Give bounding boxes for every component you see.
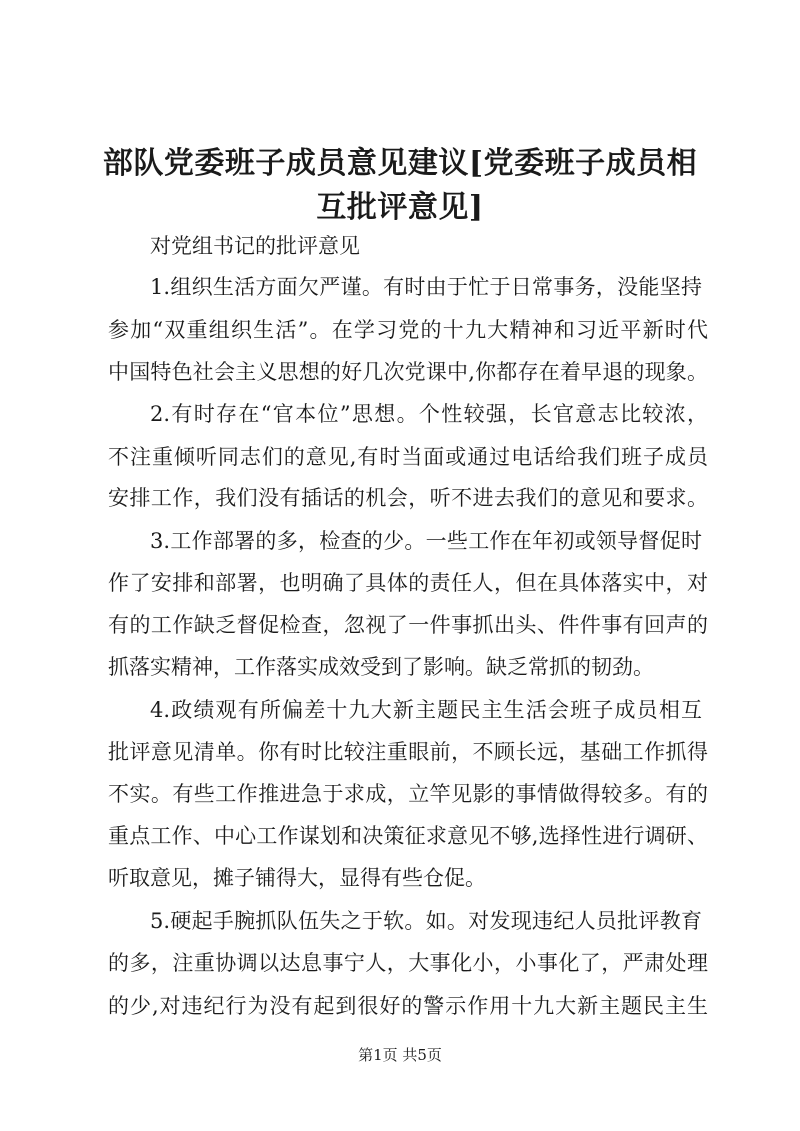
- body-line: 有的工作缺乏督促检查，忽视了一件事抓出头、件件事有回声的: [108, 613, 708, 637]
- body-line: 参加“双重组织生活”。在学习党的十九大精神和习近平新时代: [108, 318, 708, 342]
- body-line: 抓落实精神，工作落实成效受到了影响。缺乏常抓的韧劲。: [108, 655, 654, 679]
- body-line: 作了安排和部署，也明确了具体的责任人，但在具体落实中，对: [108, 571, 708, 595]
- body-line: 3.工作部署的多，检查的少。一些工作在年初或领导督促时: [150, 529, 702, 553]
- body-line: 中国特色社会主义思想的好几次党课中,你都存在着早退的现象。: [108, 360, 708, 384]
- document-title: [100, 142, 700, 230]
- title-line-2: 互批评意见]: [316, 190, 484, 225]
- title-line-1: 部队党委班子成员意见建议[党委班子成员相: [102, 146, 698, 181]
- body-line: 对党组书记的批评意见: [150, 234, 360, 258]
- body-line: 的少,对违纪行为没有起到很好的警示作用十九大新主题民主生: [108, 994, 708, 1018]
- body-line: 1.组织生活方面欠严谨。有时由于忙于日常事务，没能坚持: [150, 275, 702, 299]
- body-line: 的多，注重协调以达息事宁人，大事化小，小事化了，严肃处理: [108, 951, 708, 975]
- body-line: 4.政绩观有所偏差十九大新主题民主生活会班子成员相互: [150, 698, 702, 722]
- page-number-footer: 第1页 共5页: [358, 1046, 442, 1064]
- body-line: 5.硬起手腕抓队伍失之于软。如。对发现违纪人员批评教育: [150, 909, 702, 933]
- body-line: 不注重倾听同志们的意见,有时当面或通过电话给我们班子成员: [108, 445, 708, 469]
- body-line: 不实。有些工作推进急于求成，立竿见影的事情做得较多。有的: [108, 782, 708, 806]
- body-line: 听取意见，摊子铺得大，显得有些仓促。: [108, 866, 486, 890]
- body-line: 批评意见清单。你有时比较注重眼前，不顾长远，基础工作抓得: [108, 740, 708, 764]
- body-line: 2.有时存在“官本位”思想。个性较强，长官意志比较浓，: [150, 402, 708, 426]
- body-line: 重点工作、中心工作谋划和决策征求意见不够,选择性进行调研、: [108, 824, 708, 848]
- body-line: 安排工作，我们没有插话的机会，听不进去我们的意见和要求。: [108, 486, 708, 510]
